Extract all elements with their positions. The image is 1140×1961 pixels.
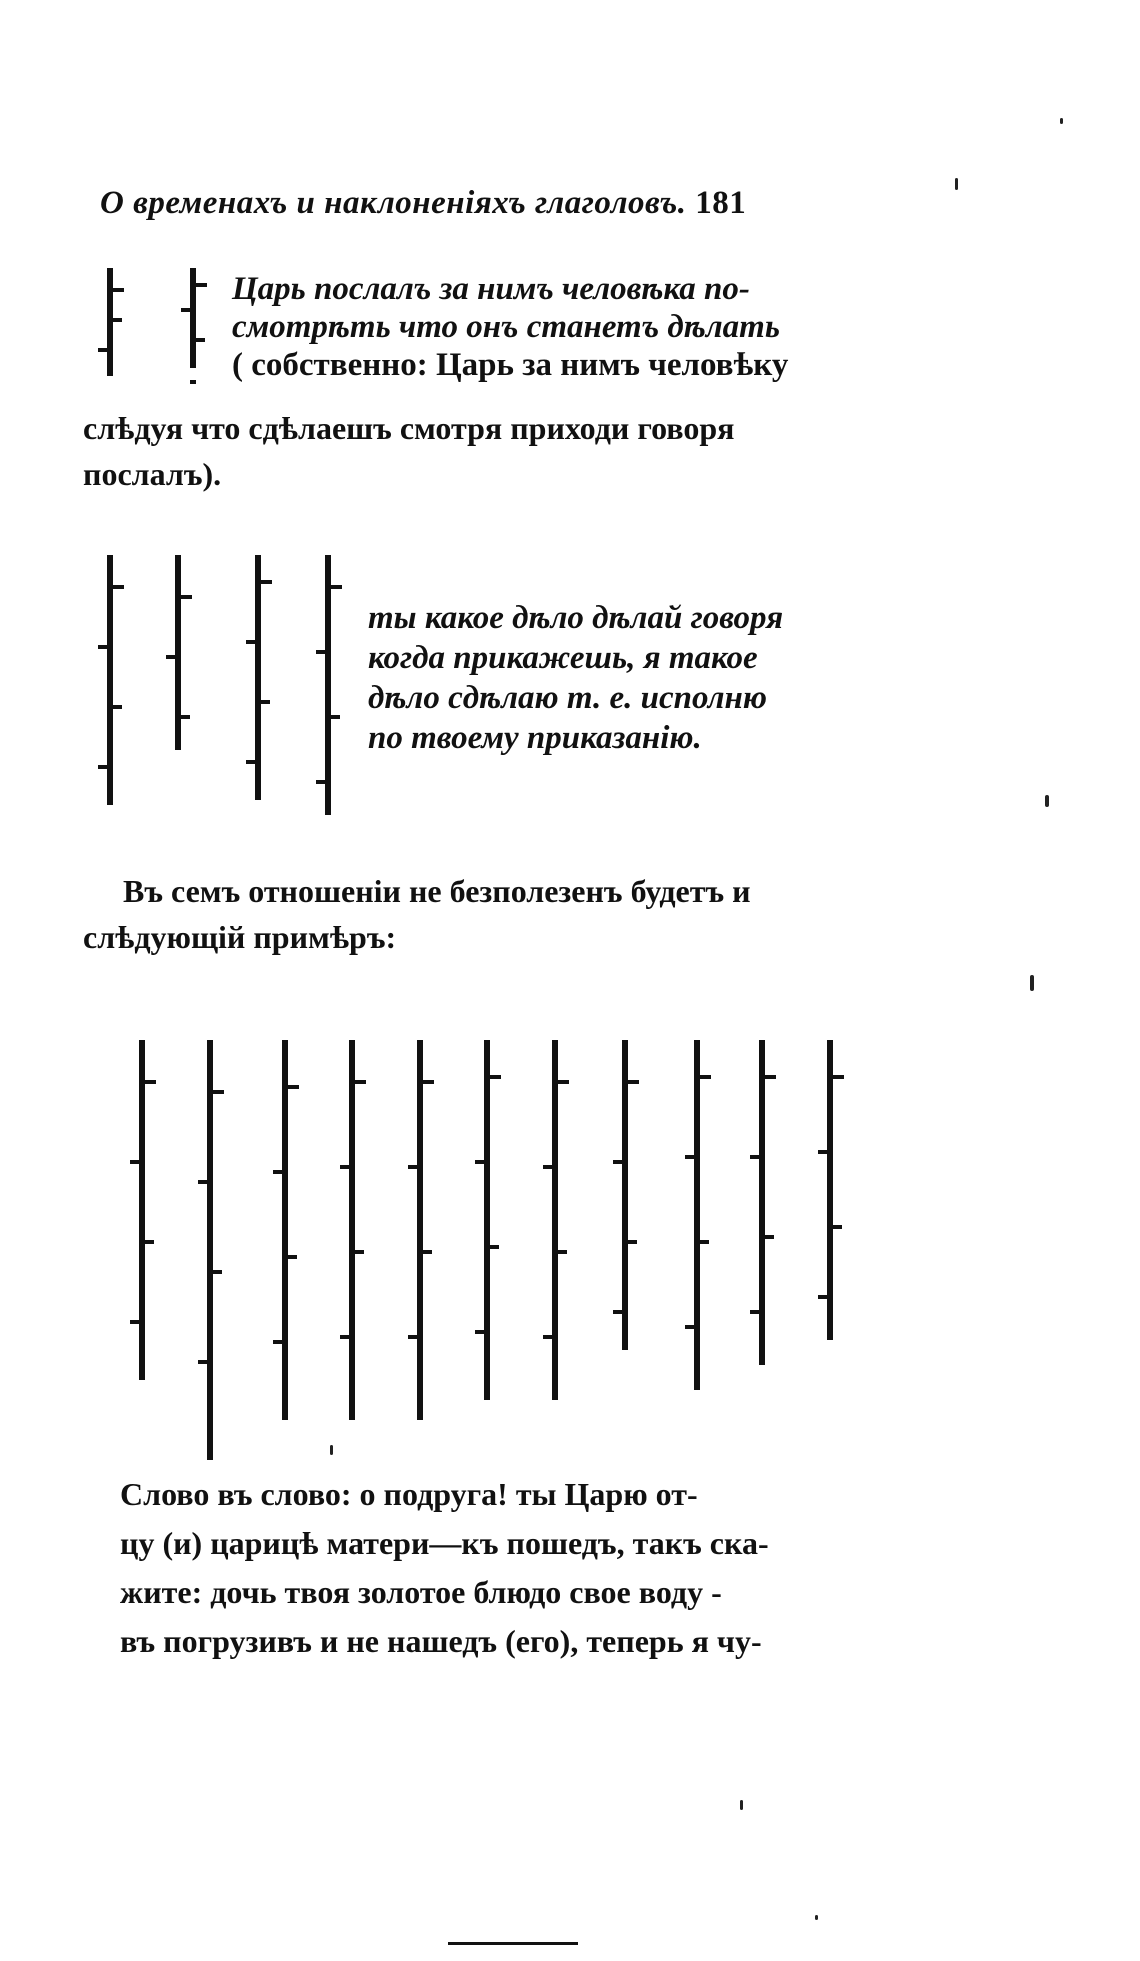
- text-line: слѣдующiй примѣръ:: [83, 919, 397, 955]
- header-title: О временахъ и наклоненiяхъ глаголовъ.: [100, 185, 687, 221]
- intro-paragraph: [83, 868, 943, 960]
- print-speck: [955, 178, 958, 190]
- print-speck: [1030, 975, 1034, 991]
- text-line: ( собственно: Царь за нимъ человѣку: [232, 347, 789, 383]
- text-line: дѣло сдѣлаю т. е. исполню: [368, 680, 767, 716]
- print-speck: [330, 1445, 333, 1455]
- text-line: послалъ).: [83, 456, 222, 492]
- example-2-translation: [368, 598, 968, 758]
- text-line: въ погрузивъ и не нашедъ (его), теперь я чу-: [120, 1623, 762, 1659]
- text-line: Въ семъ отношенiи не безполезенъ будетъ и: [123, 873, 751, 909]
- text-line: жите: дочь твоя золотое блюдо свое воду -: [120, 1574, 722, 1610]
- running-header: [100, 185, 900, 222]
- text-line: смотрѣть что онъ станетъ дѣлать: [232, 309, 780, 345]
- footer-rule: [448, 1942, 578, 1945]
- literal-translation: [120, 1470, 940, 1666]
- example-1-translation: [232, 270, 932, 384]
- print-speck: [1060, 118, 1063, 124]
- print-speck: [815, 1915, 818, 1920]
- example-1-continuation: [83, 405, 943, 497]
- text-line: слѣдуя что сдѣлаешъ смотря приходи говоря: [83, 410, 735, 446]
- text-line: по твоему приказанiю.: [368, 720, 702, 756]
- text-line: ты какое дѣло дѣлай говоря: [368, 600, 784, 636]
- print-speck: [740, 1800, 743, 1810]
- text-line: когда прикажешь, я такое: [368, 640, 758, 676]
- page-number: 181: [695, 185, 747, 221]
- print-speck: [1045, 795, 1049, 807]
- text-line: цу (и) царицѣ матери—къ пошедъ, такъ ска-: [120, 1525, 769, 1561]
- text-line: Царь послалъ за нимъ человѣка по-: [232, 271, 750, 307]
- text-line: Слово въ слово: о подруга! ты Царю от-: [120, 1476, 698, 1512]
